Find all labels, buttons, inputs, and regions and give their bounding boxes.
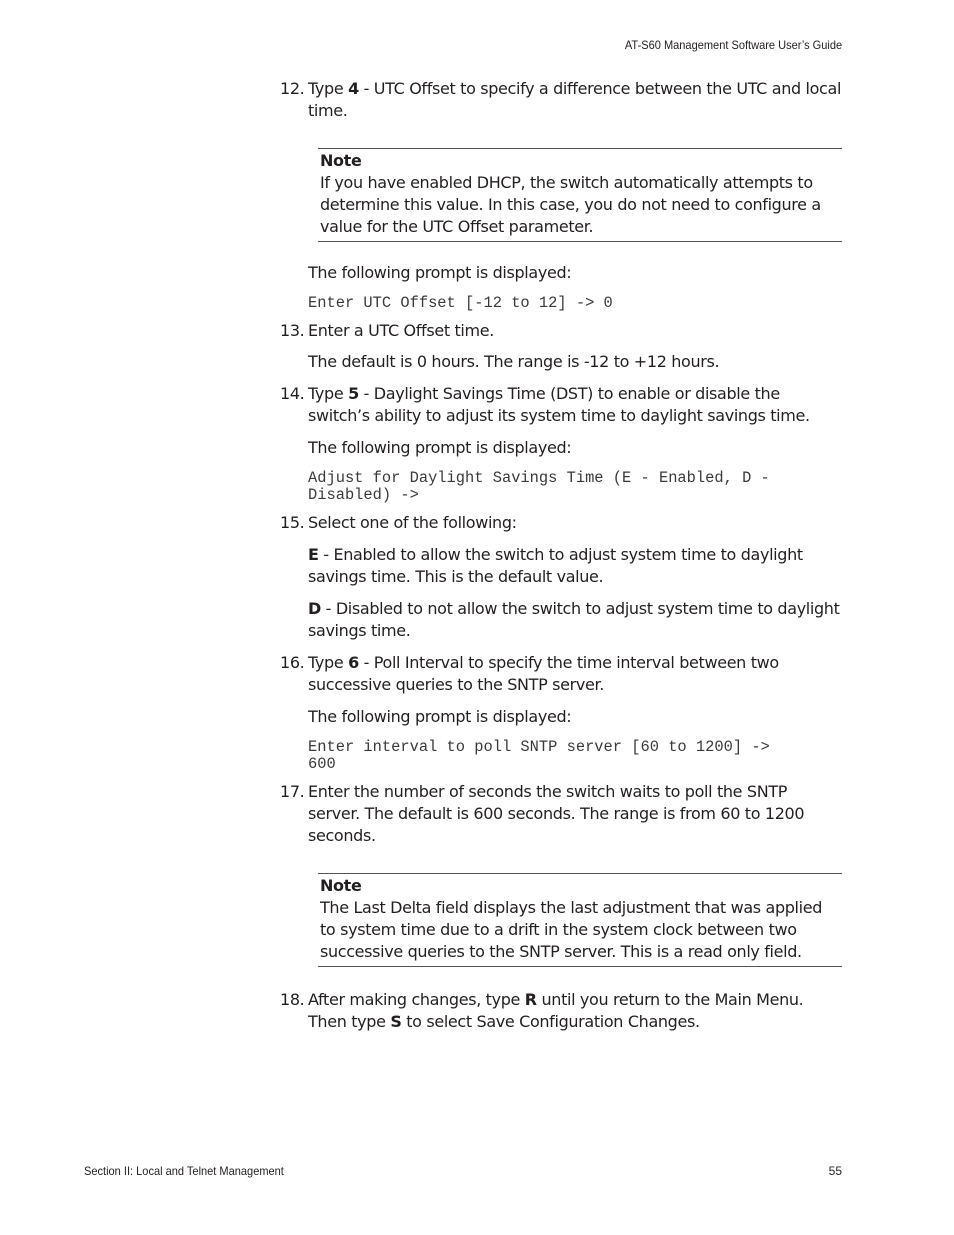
- note-title: Note: [320, 876, 362, 895]
- code-prompt: Enter interval to poll SNTP server [60 to 1200] -> 600: [308, 738, 770, 773]
- note-title: Note: [320, 151, 362, 170]
- step-number: 18.: [280, 990, 305, 1009]
- option-disabled: D - Disabled to not allow the switch to adjust system time to daylight savings time.: [308, 599, 840, 640]
- step-number: 12.: [280, 79, 305, 98]
- step-15: 15. Select one of the following:: [280, 513, 517, 532]
- step-17: 17. Enter the number of seconds the switch waits to poll the SNTP server. The default is 600 seconds. The range is from 60 to 1200 seconds.: [280, 782, 805, 845]
- footer-section: Section II: Local and Telnet Management: [84, 1164, 284, 1178]
- prompt-intro: The following prompt is displayed:: [308, 438, 572, 457]
- key-label: 5: [348, 384, 359, 403]
- page-header: AT-S60 Management Software User’s Guide: [624, 38, 842, 52]
- prompt-intro: The following prompt is displayed:: [308, 707, 572, 726]
- step-16: 16. Type 6 - Poll Interval to specify the time interval between two successive queries to the SNTP server.: [280, 653, 779, 694]
- note-text: The Last Delta field displays the last adjustment that was applied to system time due to a drift in the system clock between two successive queries to the SNTP server. This is a read only field.: [320, 898, 823, 961]
- note-box: [318, 148, 842, 242]
- key-label: R: [524, 990, 537, 1009]
- step-detail: The default is 0 hours. The range is -12 to +12 hours.: [308, 352, 720, 371]
- step-14: 14. Type 5 - Daylight Savings Time (DST) to enable or disable the switch’s ability to adjust its system time to daylight savings time.: [280, 384, 810, 425]
- key-label: S: [390, 1012, 402, 1031]
- code-prompt: Adjust for Daylight Savings Time (E - Enabled, D - Disabled) ->: [308, 469, 770, 504]
- key-label: 4: [348, 79, 359, 98]
- step-13: 13. Enter a UTC Offset time.: [280, 321, 494, 340]
- step-number: 16.: [280, 653, 305, 672]
- note-text: If you have enabled DHCP, the switch automatically attempts to determine this value. In this case, you do not need to configure a value for the UTC Offset parameter.: [320, 173, 821, 236]
- code-prompt: Enter UTC Offset [-12 to 12] -> 0: [308, 294, 613, 312]
- page-number: 55: [828, 1164, 842, 1178]
- document-body: [280, 78, 842, 1033]
- step-18: 18. After making changes, type R until you return to the Main Menu. Then type S to select Save Configuration Changes.: [280, 990, 804, 1031]
- step-number: 14.: [280, 384, 305, 403]
- step-12: 12. Type 4 - UTC Offset to specify a difference between the UTC and local time.: [280, 79, 842, 120]
- prompt-intro: The following prompt is displayed:: [308, 263, 572, 282]
- step-number: 13.: [280, 321, 305, 340]
- step-number: 17.: [280, 782, 305, 801]
- option-enabled: E - Enabled to allow the switch to adjust system time to daylight savings time. This is the default value.: [308, 545, 803, 586]
- note-box: [318, 873, 842, 967]
- step-number: 15.: [280, 513, 305, 532]
- key-label: 6: [348, 653, 359, 672]
